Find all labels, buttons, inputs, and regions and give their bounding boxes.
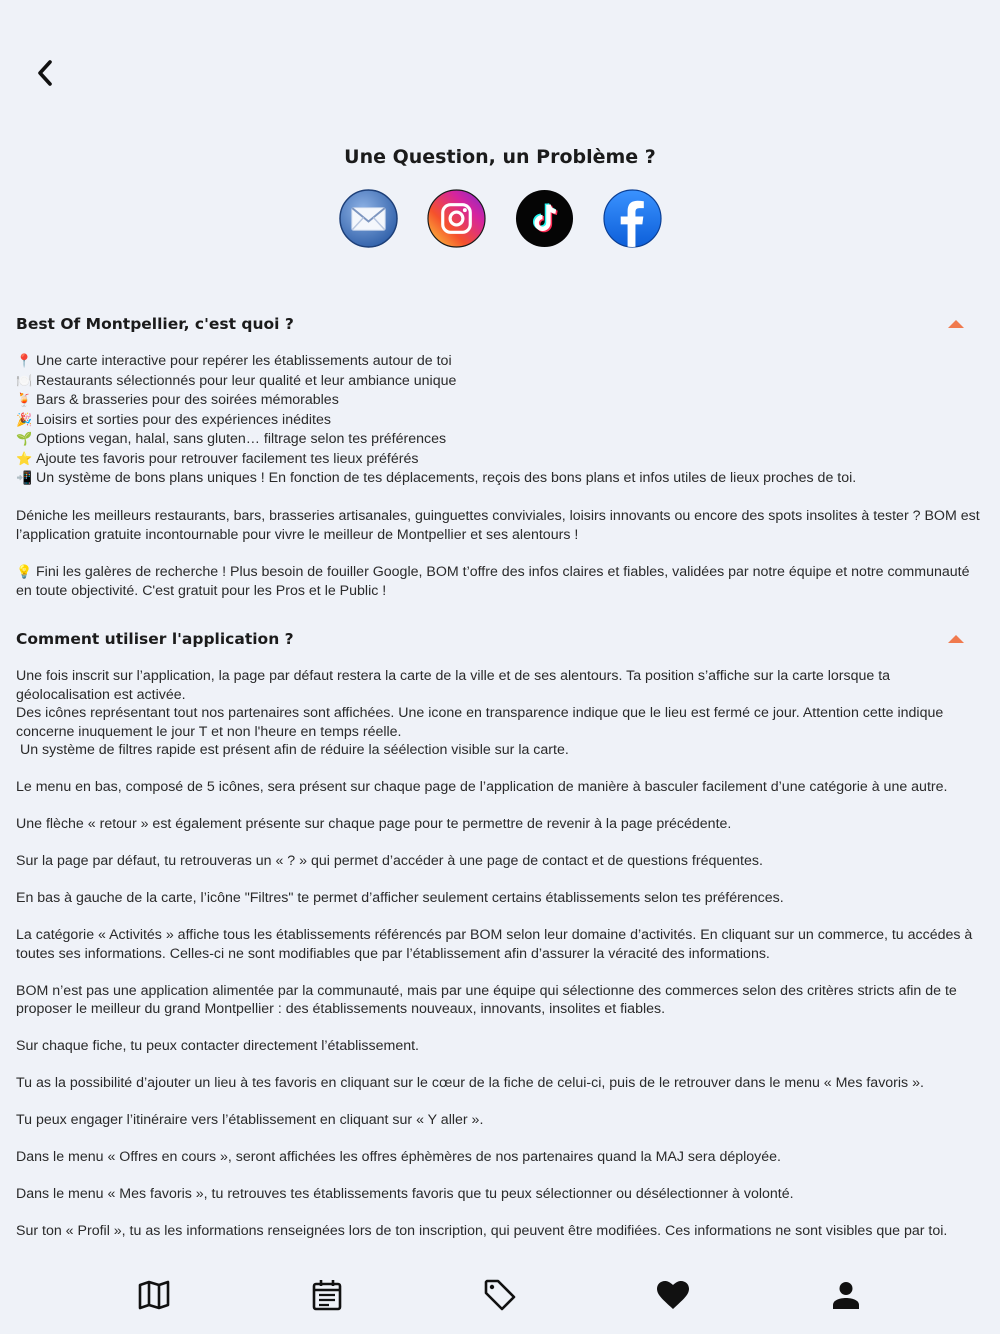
paragraph: En bas à gauche de la carte, l’icône "Filtres" te permet d’afficher seulement certains établissements selon tes préférences. (16, 890, 784, 906)
faq-section-howto (16, 627, 984, 1241)
social-links (0, 189, 1000, 248)
list-item-text: Restaurants sélectionnés pour leur qualité et leur ambiance unique (36, 372, 457, 389)
list-item (16, 372, 984, 392)
section-body (16, 352, 984, 601)
section-header-about[interactable] (16, 312, 984, 336)
nav-map[interactable] (134, 1275, 174, 1315)
nav-profile[interactable] (826, 1275, 866, 1315)
seedling-icon: 🌱 (16, 432, 33, 447)
instagram-button[interactable] (427, 189, 486, 248)
faq-section-about (16, 312, 984, 601)
paragraph: Déniche les meilleurs restaurants, bars, brasseries artisanales, guinguettes conviviales, loisirs innovants ou encore des spots insolites à tester ? BOM est l’application gratuite incontournable pour vivre le meilleur de Montpellier et ses alentours ! (16, 508, 980, 543)
caret-up-icon[interactable] (948, 635, 964, 643)
nav-calendar[interactable] (307, 1275, 347, 1315)
plate-icon: 🍽️ (16, 373, 33, 389)
mail-icon (339, 189, 398, 248)
paragraph: Tu peux engager l’itinéraire vers l’établissement en cliquant sur « Y aller ». (16, 1112, 484, 1128)
paragraph: Une flèche « retour » est également présente sur chaque page pour te permettre de revenir à la page précédente. (16, 816, 732, 832)
section-title: Comment utiliser l'application ? (16, 630, 294, 648)
person-icon (832, 1281, 860, 1309)
back-button[interactable] (28, 56, 62, 90)
paragraph: Sur ton « Profil », tu as les informations renseignées lors de ton inscription, qui peuvent être modifiées. Ces informations ne sont visibles que par toi. (16, 1223, 948, 1239)
paragraph: Sur la page par défaut, tu retrouveras un « ? » qui permet d’accéder à une page de contact et de questions fréquentes. (16, 853, 763, 869)
paragraph: Dans le menu « Mes favoris », tu retrouves tes établissements favoris que tu peux sélectionner ou désélectionner à volonté. (16, 1186, 794, 1202)
section-header-howto[interactable] (16, 627, 984, 651)
tiktok-icon (515, 189, 574, 248)
paragraph: Le menu en bas, composé de 5 icônes, sera présent sur chaque page de l’application de manière à basculer facilement d’une catégorie à une autre. (16, 779, 948, 795)
paragraph: BOM n’est pas une application alimentée par la communauté, mais par une équipe qui sélectionne des commerces selon des critères stricts afin de te proposer le meilleur du grand Montpellier : des établissements nouveaux, innovants, insolites et fiables. (16, 982, 957, 1017)
list-item (16, 391, 984, 411)
paragraph (16, 563, 984, 601)
paragraph: Une fois inscrit sur l’application, la page par défaut restera la carte de la ville et de ses alentours. Ta position s’affiche sur la carte lorsque ta géolocalisation est activée. (16, 668, 891, 703)
tag-icon (483, 1278, 517, 1312)
paragraph: Sur chaque fiche, tu peux contacter directement l’établissement. (16, 1038, 419, 1054)
list-item-text: Options vegan, halal, sans gluten… filtrage selon tes préférences (36, 431, 447, 447)
paragraph: Tu as la possibilité d’ajouter un lieu à tes favoris en cliquant sur le cœur de la fiche de celui-ci, puis de le retrouver dans le menu « Mes favoris ». (16, 1075, 924, 1091)
cocktail-icon: 🍹 (16, 393, 33, 408)
paragraph-text: Fini les galères de recherche ! Plus besoin de fouiller Google, BOM t’offre des infos claires et fiables, validées par notre équipe et notre communauté en toute objectivité. C'est gratuit pour les Pros et le Public ! (16, 563, 970, 599)
facebook-button[interactable] (603, 189, 662, 248)
lightbulb-icon: 💡 (16, 564, 33, 580)
instagram-icon (427, 189, 486, 248)
star-icon: ⭐ (16, 451, 33, 467)
heart-icon (656, 1280, 690, 1310)
list-item-text: Ajoute tes favoris pour retrouver facilement tes lieux préférés (36, 450, 419, 467)
pin-icon: 📍 (16, 354, 33, 369)
list-item (16, 352, 984, 372)
paragraph: La catégorie « Activités » affiche tous les établissements référencés par BOM selon leur domaine d’activités. En cliquant sur un commerce, tu accédes à toutes ses informations. Celles-ci ne sont modifiables que par l’établissement afin d’assurer la véracité des informations. (16, 927, 973, 962)
party-icon: 🎉 (16, 412, 33, 428)
page-title: Une Question, un Problème ? (344, 146, 656, 168)
paragraph: Dans le menu « Offres en cours », seront affichées les offres éphèmères de nos partenaires quand la MAJ sera déployée. (16, 1149, 781, 1165)
mail-button[interactable] (339, 189, 398, 248)
paragraph: Un système de filtres rapide est présent afin de réduire la séélection visible sur la carte. (16, 742, 569, 758)
section-body (16, 667, 984, 1241)
bottom-nav (0, 1262, 1000, 1328)
nav-favorites[interactable] (653, 1275, 693, 1315)
list-item-text: Un système de bons plans uniques ! En fonction de tes déplacements, reçois des bons plans et infos utiles de lieux proches de toi. (36, 470, 857, 486)
calendar-icon (312, 1279, 342, 1311)
list-item-text: Une carte interactive pour repérer les établissements autour de toi (36, 353, 452, 369)
list-item (16, 430, 984, 450)
chevron-left-icon (34, 59, 56, 87)
nav-offers[interactable] (480, 1275, 520, 1315)
phone-icon: 📲 (16, 471, 33, 486)
list-item (16, 450, 984, 470)
facebook-icon (603, 189, 662, 248)
paragraph: Des icônes représentant tout nos partenaires sont affichées. Une icone en transparence indique que le lieu est fermé ce jour. Attention cette indique concerne inuquement le jour T et non l'heure en temps réelle. (16, 705, 944, 740)
map-icon (138, 1280, 170, 1310)
tiktok-button[interactable] (515, 189, 574, 248)
list-item (16, 469, 984, 489)
list-item (16, 411, 984, 431)
list-item-text: Bars & brasseries pour des soirées mémorables (36, 392, 339, 408)
list-item-text: Loisirs et sorties pour des expériences inédites (36, 411, 331, 428)
caret-up-icon[interactable] (948, 320, 964, 328)
section-title: Best Of Montpellier, c'est quoi ? (16, 315, 294, 333)
